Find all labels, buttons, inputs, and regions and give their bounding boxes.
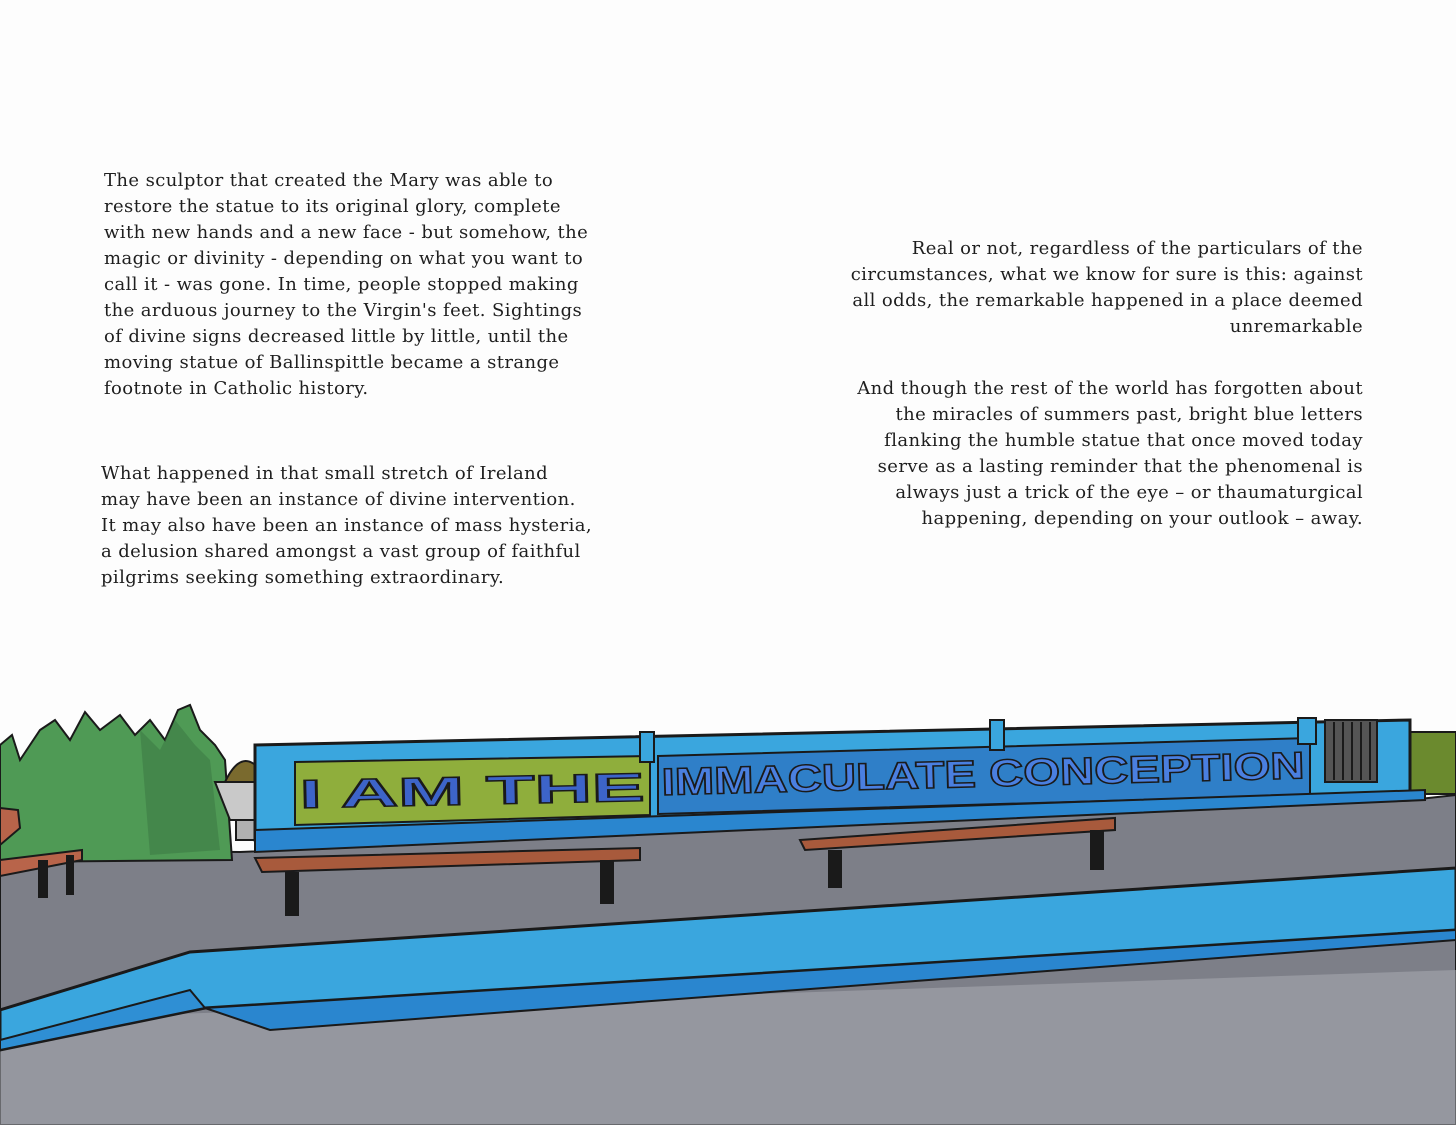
paragraph-real-or-not: Real or not, regardless of the particulars of the circumstances, what we know for sure is this: against all odds, the remarkable happened in a place deemed unremarkable — [850, 238, 1363, 337]
hedge-right — [1405, 732, 1456, 794]
inscription-i-am-the: I AM THE — [299, 769, 475, 817]
paragraph-what-happened: What happened in that small stretch of Ireland may have been an instance of divine intervention. It may also have been an instance of mass hysteria, a delusion shared amongst a vast group of faithful pilgrims seeking something extraordinary. — [101, 463, 593, 588]
inscription-immaculate-conception: IMMACULATE CONCEPTION — [661, 748, 1179, 804]
shrine-illustration — [0, 690, 1456, 1125]
paragraph-sculptor-restoration: The sculptor that created the Mary was able to restore the statue to its original glory, complete with new hands and a new face - but somehow, the magic or divinity - depending on what you want to call it - was gone. In time, people stopped making the arduous journey to the Virgin's feet. Sightings of divine signs decreased little by little, until the moving statue of Ballinspittle became a strange footnote in Catholic history. — [104, 170, 589, 399]
gate-icon — [1325, 720, 1377, 782]
trees-icon — [0, 705, 232, 862]
paragraph-world-has-forgotten: And though the rest of the world has forgotten about the miracles of summers past, bright blue letters flanking the humble statue that once moved today serve as a lasting reminder that the phenomenal is always just a trick of the eye – or thaumaturgical happening, depending on your outlook – away. — [857, 378, 1363, 529]
